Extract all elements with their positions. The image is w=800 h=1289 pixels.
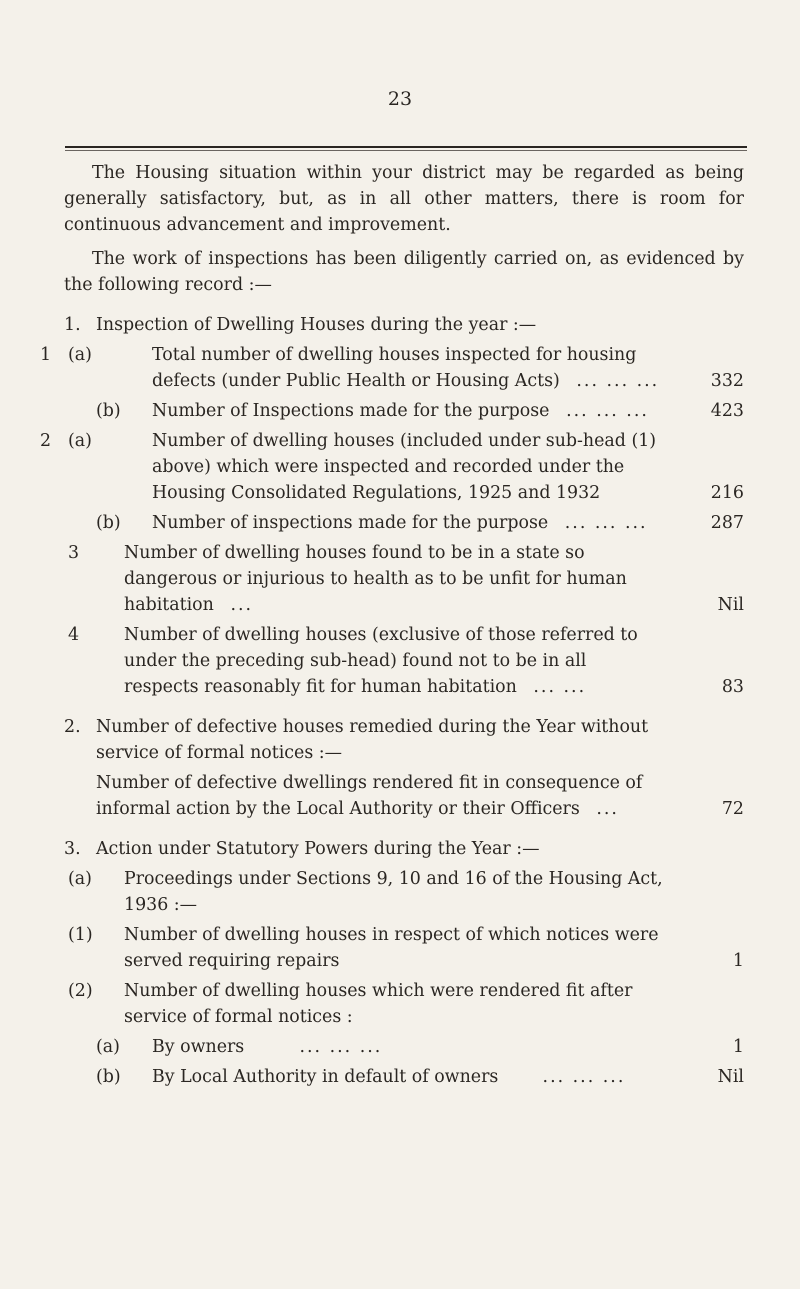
list-item: [68, 866, 744, 918]
list-item: [96, 770, 744, 822]
item-value: Nil: [717, 595, 744, 615]
header-rule-thin: [65, 150, 747, 151]
item-label: (1): [68, 925, 93, 945]
leader-dots: ...: [596, 799, 619, 819]
section-1: [40, 312, 744, 700]
leader-dots: ... ... ...: [564, 513, 648, 533]
item-value: 1: [732, 951, 744, 971]
section-title: Number of defective houses remedied during the Year without service of formal notices :—: [96, 717, 649, 763]
list-item: [68, 622, 744, 700]
item-text: Number of inspections made for the purpose: [152, 513, 549, 533]
section-3: [64, 836, 744, 1090]
document-body: [40, 160, 744, 1090]
list-item: [40, 342, 744, 394]
section-number: 2.: [64, 717, 81, 737]
item-label: (a): [68, 869, 92, 889]
item-label: (b): [96, 513, 121, 533]
item-label: (2): [68, 981, 93, 1001]
section-number: 3.: [64, 839, 81, 859]
item-number: 2: [40, 431, 52, 451]
intro-paragraph-2: The work of inspections has been diligently carried on, as evidenced by the following record :—: [64, 249, 744, 295]
list-item: [96, 1034, 744, 1060]
item-text: Number of dwelling houses (included under sub-head (1) above) which were inspected and recorded under the Housing Consolidated Regulations, 1925 and 1932: [152, 431, 657, 503]
item-text: Number of dwelling houses in respect of which notices were served requiring repairs: [124, 925, 659, 971]
item-text: Number of dwelling houses (exclusive of those referred to under the preceding sub-head) found not to be in all respects reasonably fit for human habitation: [124, 625, 638, 697]
item-text: Proceedings under Sections 9, 10 and 16 of the Housing Act, 1936 :—: [124, 869, 663, 915]
item-value: 72: [721, 799, 744, 819]
item-value: 216: [710, 483, 744, 503]
header-rule: [65, 146, 747, 148]
leader-dots: ...: [230, 595, 254, 615]
item-text: By Local Authority in default of owners: [152, 1067, 499, 1087]
list-item: [96, 510, 744, 536]
section-title: Action under Statutory Powers during the Year :—: [96, 839, 540, 859]
item-label: (b): [96, 1067, 121, 1087]
item-label: (a): [68, 345, 92, 365]
item-text: Number of Inspections made for the purpose: [152, 401, 550, 421]
list-item: [68, 540, 744, 618]
item-number: 1: [40, 345, 52, 365]
item-text: Number of dwelling houses which were rendered fit after service of formal notices :: [124, 981, 633, 1027]
item-label: (b): [96, 401, 121, 421]
item-label: (a): [96, 1037, 120, 1057]
item-value: 287: [710, 513, 744, 533]
list-item: [96, 398, 744, 424]
item-value: 423: [710, 401, 744, 421]
item-text: Number of defective dwellings rendered fit in consequence of informal action by the Local Authority or their Officers: [96, 773, 643, 819]
leader-dots: ... ... ...: [542, 1067, 626, 1087]
leader-dots: ... ...: [533, 677, 587, 697]
item-value: 83: [721, 677, 744, 697]
item-text: By owners: [152, 1037, 245, 1057]
section-2: [64, 714, 744, 822]
item-text: Number of dwelling houses found to be in a state so dangerous or injurious to health as to be unfit for human habitation: [124, 543, 627, 615]
item-text: Total number of dwelling houses inspected for housing defects (under Public Health or Housing Acts): [152, 345, 637, 391]
section-number: 1.: [64, 315, 81, 335]
leader-dots: ... ... ...: [576, 371, 660, 391]
item-value: Nil: [717, 1067, 744, 1087]
page-number: 23: [387, 88, 413, 110]
leader-dots: ... ... ...: [566, 401, 649, 421]
item-value: 332: [710, 371, 744, 391]
list-item: [40, 428, 744, 506]
item-number: 4: [68, 625, 80, 645]
list-item: [68, 978, 744, 1030]
list-item: [96, 1064, 744, 1090]
intro-paragraph-1: The Housing situation within your district may be regarded as being generally satisfactory, but, as in all other matters, there is room for continuous advancement and improvement.: [64, 163, 744, 235]
item-label: (a): [68, 431, 92, 451]
section-title: Inspection of Dwelling Houses during the year :—: [96, 315, 537, 335]
item-number: 3: [68, 543, 80, 563]
item-value: 1: [732, 1037, 744, 1057]
leader-dots: ... ... ...: [299, 1037, 383, 1057]
list-item: [68, 922, 744, 974]
